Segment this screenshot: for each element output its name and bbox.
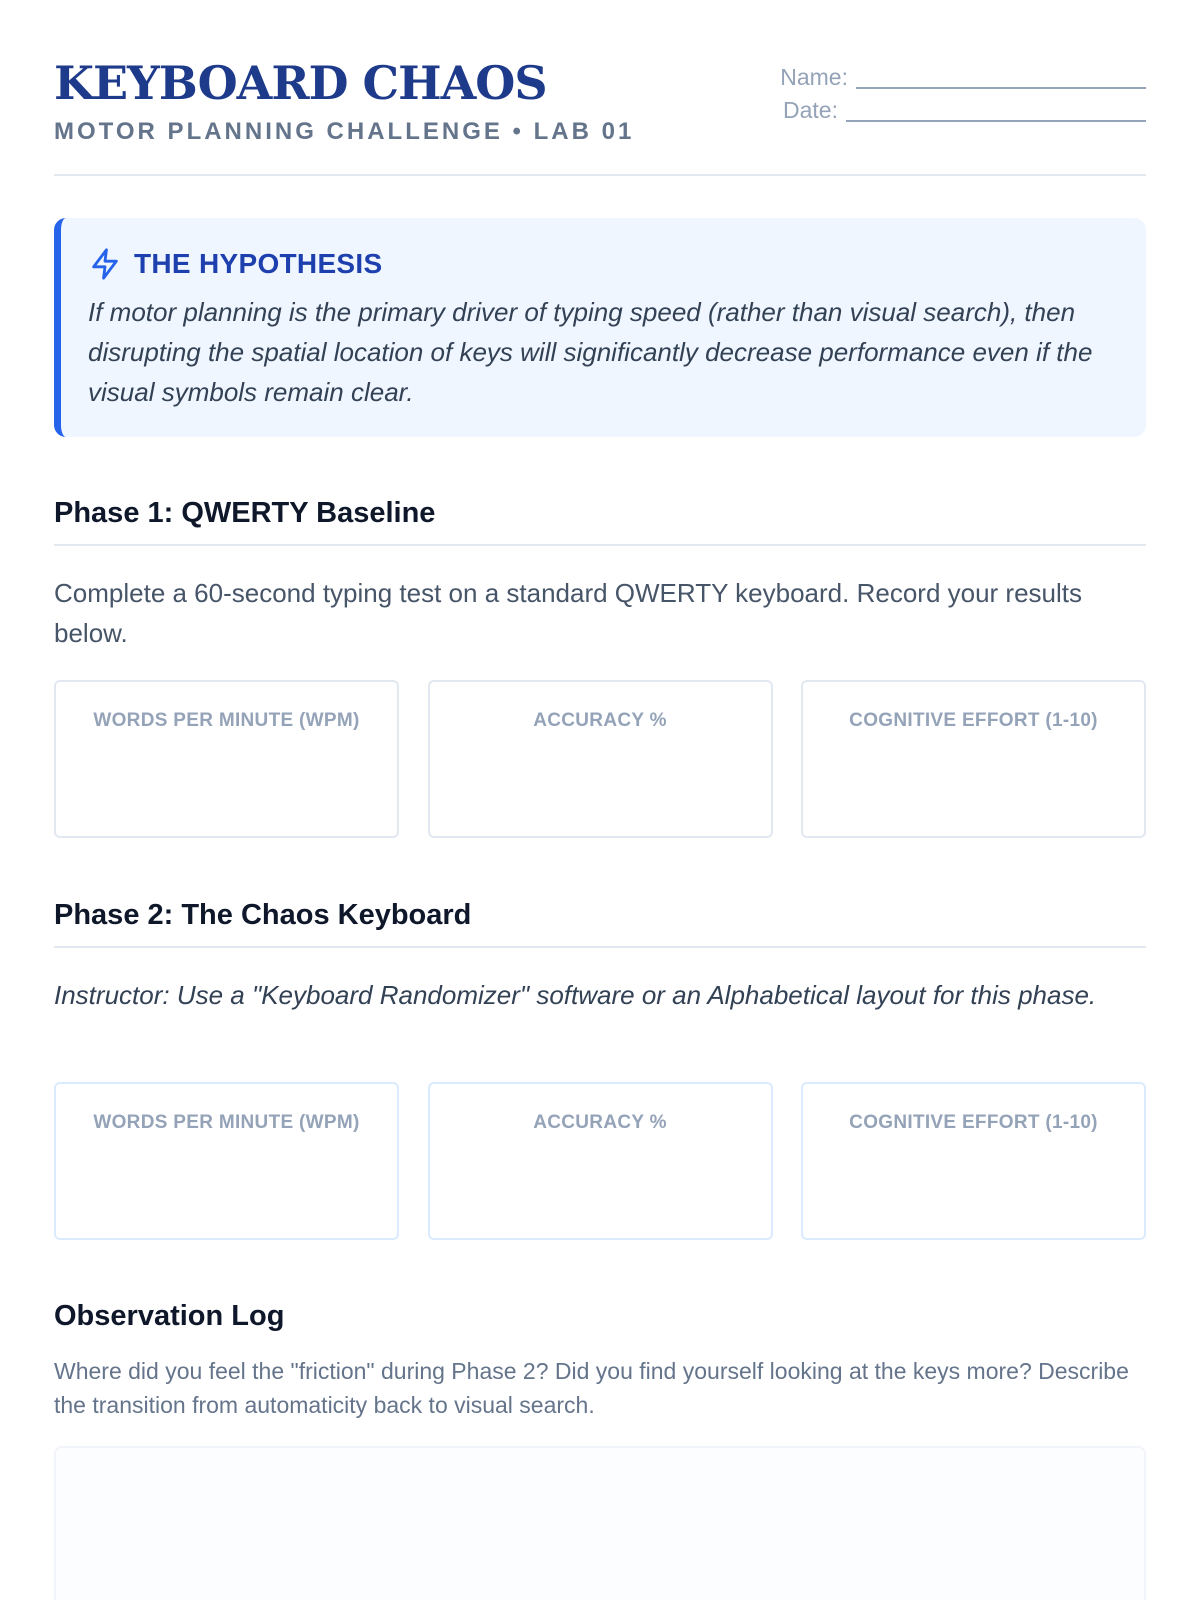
lightning-bolt-icon xyxy=(88,247,122,281)
phase2-results xyxy=(54,1082,1146,1240)
student-fields xyxy=(766,56,1146,122)
observation-log-area[interactable] xyxy=(54,1446,1146,1600)
page-subtitle: MOTOR PLANNING CHALLENGE • LAB 01 xyxy=(54,118,635,145)
phase2-effort-box[interactable] xyxy=(801,1082,1146,1240)
date-line[interactable] xyxy=(846,100,1146,122)
date-label: Date: xyxy=(783,97,838,123)
wpm-label: WORDS PER MINUTE (WPM) xyxy=(93,710,360,731)
accuracy-label: ACCURACY % xyxy=(533,710,667,731)
name-line[interactable] xyxy=(856,67,1146,89)
phase1-effort-box[interactable] xyxy=(801,680,1146,838)
observation-prompt: Where did you feel the "friction" during Phase 2? Did you find yourself looking at the keys more? Describe the transition from automaticity back to visual search. xyxy=(54,1358,1129,1418)
phase2-accuracy-box[interactable] xyxy=(428,1082,773,1240)
name-field[interactable] xyxy=(766,56,1146,89)
effort-label: COGNITIVE EFFORT (1-10) xyxy=(849,1112,1098,1133)
worksheet-page xyxy=(54,0,1146,1600)
date-field[interactable] xyxy=(766,89,1146,122)
hypothesis-text: If motor planning is the primary driver of typing speed (rather than visual search), then disrupting the spatial location of keys will significantly decrease performance even if the visual symbols remain clear. xyxy=(88,297,1093,407)
phase2-wpm-box[interactable] xyxy=(54,1082,399,1240)
effort-label: COGNITIVE EFFORT (1-10) xyxy=(849,710,1098,731)
phase1-description: Complete a 60-second typing test on a standard QWERTY keyboard. Record your results below. xyxy=(54,578,1083,648)
observation-heading: Observation Log xyxy=(54,1300,285,1332)
phase2-heading: Phase 2: The Chaos Keyboard xyxy=(54,899,1146,948)
name-label: Name: xyxy=(780,64,848,90)
hypothesis-header xyxy=(88,244,1116,284)
hypothesis-callout xyxy=(54,218,1146,437)
accuracy-label: ACCURACY % xyxy=(533,1112,667,1133)
phase1-wpm-box[interactable] xyxy=(54,680,399,838)
phase1-accuracy-box[interactable] xyxy=(428,680,773,838)
wpm-label: WORDS PER MINUTE (WPM) xyxy=(93,1112,360,1133)
hypothesis-title: THE HYPOTHESIS xyxy=(134,248,383,279)
worksheet-header xyxy=(54,54,1146,176)
phase2-instruction: Instructor: Use a "Keyboard Randomizer" software or an Alphabetical layout for this phase. xyxy=(54,980,1097,1010)
phase1-results xyxy=(54,680,1146,838)
page-title: KEYBOARD CHAOS xyxy=(54,56,547,110)
phase1-heading: Phase 1: QWERTY Baseline xyxy=(54,497,1146,546)
